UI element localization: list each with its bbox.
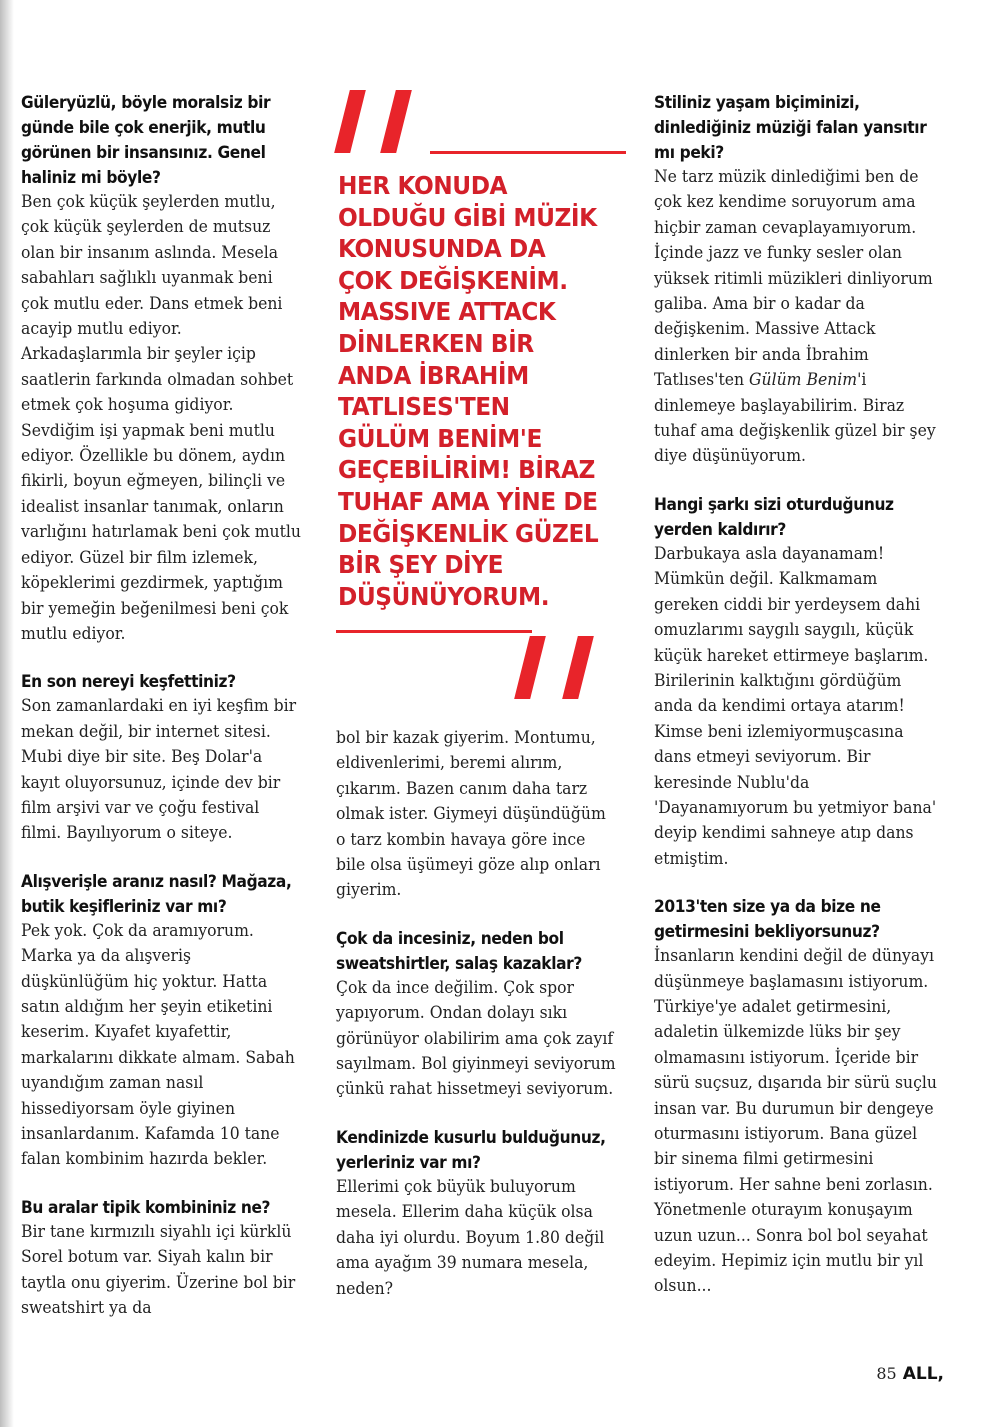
column-left [21,90,303,1343]
qa-block [336,726,621,904]
question: 2013'ten size ya da bize ne getirmesini bekliyorsunuz? [654,896,881,942]
qa-block [654,90,944,470]
answer [654,165,942,470]
quote-rule-bottom [336,630,532,633]
qa-block [21,90,303,647]
qa-block [654,894,944,1300]
question: Alışverişle aranız nasıl? Mağaza, butik keşifleriniz var mı? [21,870,292,916]
page-number: 85 [876,1364,897,1383]
page-folio [876,1364,944,1384]
question: Bu aralar tipik kombininiz ne? [21,1196,271,1217]
pull-quote [336,90,626,700]
answer: Darbukaya asla dayanamam! Mümkün değil. Kalkmamam gereken ciddi bir yerdeysem dahi omuzlarımı saygılı saygılı, küçük küçük hareket ettirmeye başlarım. Birilerinin kalktığını gördüğüm anda da kendimi ortaya atarım! Kimse beni izlemiyormuşcasına dans etmeyi seviyorum. Bir keresinde Nublu'da 'Dayanamıyorum bu yetmiyor bana' deyip kendimi sahneye atıp dans etmiştim. [654,543,937,869]
answer: Son zamanlardaki en iyi keşfim bir mekan değil, bir internet sitesi. Mubi diye bir site. Beş Dolar'a kayıt oluyorsunuz, içinde dev bir film arşivi var ve çoğu festival filmi. Bayılıyorum o siteye. [21,696,297,844]
song-title: Gülüm Benim [749,370,858,391]
answer: İnsanların kendini değil de dünyayı düşünmeye başlamasını istiyorum. Türkiye'ye adalet getirmesini, adaletin ülkemizde lüks bir şey olmamasını istiyorum. İçeride bir sürü suçsuz, dışarıda bir sürü suçlu insan var. Bu durumun bir dengeye oturmasını istiyorum. Bana güzel bir sinema filmi getirmesini istiyorum. Her sahne beni zorlasın. Yönetmenle oturayım konuşayım uzun uzun... Sonra bol bol seyahat edeyim. Hepimiz için mutlu bir yıl olsun... [654,946,937,1297]
question: En son nereyi keşfettiniz? [21,671,236,692]
qa-block [336,926,621,1103]
answer: Bir tane kırmızılı siyahlı içi kürklü Sorel botum var. Siyah kalın bir taytla onu giyerim. Üzerine bol bir sweatshirt ya da [21,1221,296,1319]
qa-block [654,492,944,872]
column-right [654,90,944,1322]
answer: Ellerimi çok büyük buluyorum mesela. Ellerim daha küçük olsa daha iyi olurdu. Boyum 1.80 değil ama ayağım 39 numara mesela, neden? [336,1176,605,1299]
question: Hangi şarkı sizi oturduğunuz yerden kaldırır? [654,493,894,539]
answer-continued: bol bir kazak giyerim. Montumu, eldivenlerimi, beremi alırım, çıkarım. Bazen canım daha tarz olmak ister. Giymeyi düşündüğüm o tarz kombin havaya göre ince bile olsa üşümeyi göze alıp onları giyerim. [336,728,606,901]
page-gutter-shadow [0,0,14,1427]
qa-block [21,869,303,1173]
answer: Pek yok. Çok da aramıyorum. Marka ya da alışveriş düşkünlüğüm hiç yoktur. Hatta satın aldığım her şeyin etiketini keserim. Kıyafet kıyafettir, markalarını dikkate almam. Sabah uyandığım zaman nasıl hissediyorsam öyle giyinen insanlardanım. Kafamda 10 tane falan kombinim hazırda bekler. [21,920,295,1170]
magazine-logo: ALL, [902,1364,944,1384]
qa-block [336,1125,621,1302]
qa-block [21,1195,303,1322]
qa-block [21,669,303,846]
question: Kendinizde kusurlu bulduğunuz, yerleriniz var mı? [336,1126,606,1172]
question: Çok da incesiniz, neden bol sweatshirtler, salaş kazaklar? [336,927,583,973]
answer-text: Ne tarz müzik dinlediğimi ben de çok kez kendime soruyorum ama hiçbir zaman cevaplayamıyorum. İçinde jazz ve funky sesler olan yüksek ritimli müzikleri dinliyorum galiba. Ama bir o kadar da değişkenim. Massive Attack dinlerken bir anda İbrahim Tatlıses'ten [654,167,933,391]
column-middle [336,726,621,1324]
question: Stiliniz yaşam biçiminizi, dinlediğiniz müziği falan yansıtır mı peki? [654,92,927,162]
answer: Ben çok küçük şeylerden mutlu, çok küçük şeylerden de mutsuz olan bir insanım aslında. Mesela sabahları sağlıklı uyanmak beni çok mutlu eder. Dans etmek beni acayip mutlu ediyor. Arkadaşlarımla bir şeyler içip saatlerin farkında olmadan sohbet etmek çok hoşuma gidiyor. Sevdiğim işi yapmak beni mutlu ediyor. Özellikle bu dönem, aydın fikirli, boyun eğmeyen, bilinçli ve idealist insanlar tanımak, onların varlığını hatırlamak beni çok mutlu ediyor. Güzel bir film izlemek, köpeklerimi gezdirmek, yaptığım bir yemeğin beğenilmesi beni çok mutlu ediyor. [21,192,301,644]
answer: Çok da ince değilim. Çok spor yapıyorum. Ondan dolayı sıkı görünüyor olabilirim ama çok zayıf sayılmam. Bol giyinmeyi seviyorum çünkü rahat hissetmeyi seviyorum. [336,977,616,1100]
answer-text: 'i dinlemeye başlayabilirim. Biraz tuhaf ama değişkenlik güzel bir şey diye düşünüyorum. [654,370,936,467]
quote-rule-top [430,151,626,154]
pull-quote-text: HER KONUDA OLDUĞU GİBİ MÜZİK KONUSUNDA DA ÇOK DEĞİŞKENİM. MASSIVE ATTACK DİNLERKEN BİR ANDA İBRAHİM TATLISES'TEN GÜLÜM BENİM'E GEÇEBİLİRİM! BİRAZ TUHAF AMA YİNE DE DEĞİŞKENLİK GÜZEL BİR ŞEY DİYE DÜŞÜNÜYORUM. [338,171,599,611]
question: Güleryüzlü, böyle moralsiz bir günde bile çok enerjik, mutlu görünen bir insansınız. Genel haliniz mi böyle? [21,92,271,187]
